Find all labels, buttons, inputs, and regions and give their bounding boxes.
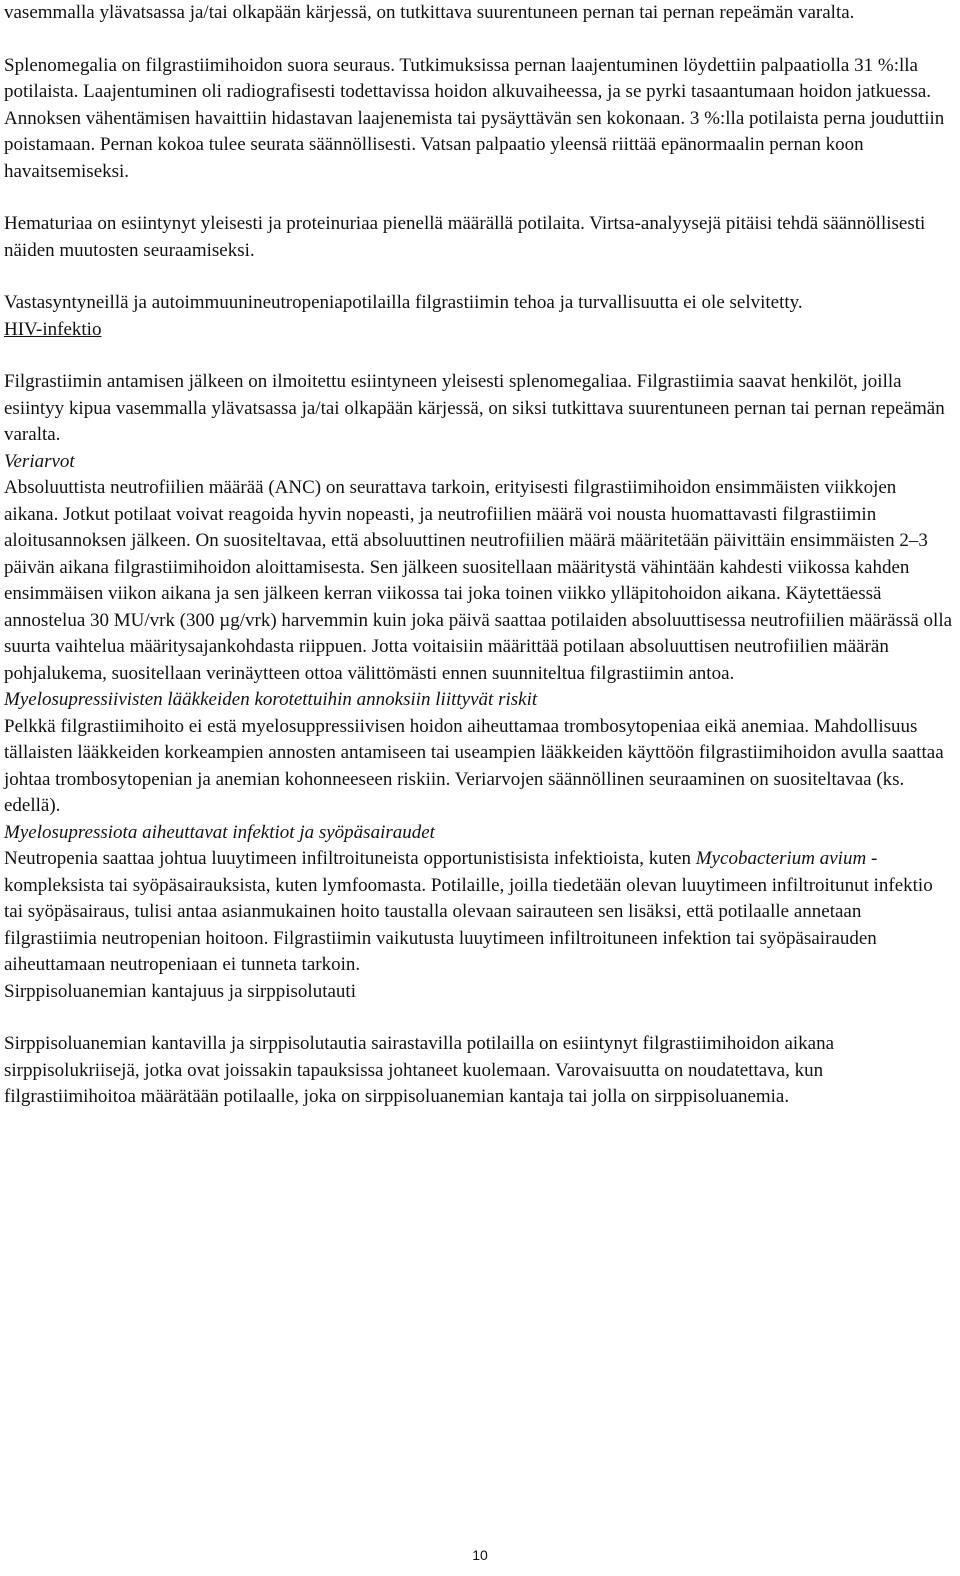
- paragraph-splenomegaly: Splenomegalia on filgrastiimihoidon suora seuraus. Tutkimuksissa pernan laajentuminen löydettiin palpaatiolla 31 %:lla potilaista. Laajentuminen oli radiografisesti todettavissa hoidon alkuvaiheessa, ja se pyrki tasaantumaan hoidon jatkuessa. Annoksen vähentämisen havaittiin hidastavan laajenemista tai pysäyttävän sen kokonaan. 3 %:lla potilaista perna jouduttiin poistamaan. Pernan kokoa tulee seurata säännöllisesti. Vatsan palpaatio yleensä riittää epänormaalin pernan koon havaitsemiseksi.: [4, 54, 945, 182]
- paragraph-spleen-pain: vasemmalla ylävatsassa ja/tai olkapään kärjessä, on tutkittava suurentuneen pernan tai pernan repeämän varalta.: [4, 2, 855, 23]
- paragraph-myelosuppression-infections: [4, 846, 954, 979]
- document-page: [4, 0, 954, 1111]
- heading-myelosuppression-infections: Myelosupressiota aiheuttavat infektiot ja syöpäsairaudet: [4, 821, 435, 843]
- paragraph-sickle-cell: Sirppisoluanemian kantavilla ja sirppisolutautia sairastavilla potilailla on esiintynyt filgrastiimihoidon aikana sirppisolukriisejä, jotka ovat joissakin tapauksissa johtaneet kuolemaan. Varovaisuutta on noudatettava, kun filgrastiimihoitoa määrätään potilaalle, joka on sirppisoluanemian kantaja tai jolla on sirppisoluanemia.: [4, 1033, 835, 1107]
- paragraph-blood-counts: Absoluuttista neutrofiilien määrää (ANC) on seurattava tarkoin, erityisesti filgrastiimihoidon ensimmäisten viikkojen aikana. Jotkut potilaat voivat reagoida hyvin nopeasti, ja neutrofiilien määrä voi nousta huomattavasti filgrastiimin aloitusannoksen jälkeen. On suositeltavaa, että absoluuttinen neutrofiilien määrä määritetään päivittäin ensimmäisten 2–3 päivän aikana filgrastiimihoidon aloittamisesta. Sen jälkeen suositellaan määritystä vähintään kahdesti viikossa kahden ensimmäisen viikon aikana ja sen jälkeen kerran viikossa tai joka toinen viikko ylläpitohoidon aikana. Käytettäessä annostelua 30 MU/vrk (300 µg/vrk) harvemmin kuin joka päivä saattaa potilaiden absoluuttisessa neutrofiilien määrässä olla suurta vaihtelua määritysajankohdasta riippuen. Jotta voitaisiin määrittää potilaan absoluuttisen neutrofiilien määrän pohjalukema, suositellaan verinäytteen ottoa välittömästi ennen suunniteltua filgrastiimin antoa.: [4, 477, 953, 684]
- paragraph-neonates: Vastasyntyneillä ja autoimmuunineutropeniapotilailla filgrastiimin tehoa ja turvallisuutta ei ole selvitetty.: [4, 292, 803, 313]
- heading-sickle-cell: Sirppisoluanemian kantajuus ja sirppisolutauti: [4, 980, 356, 1002]
- heading-blood-counts: Veriarvot: [4, 450, 75, 472]
- infection-text-end: -kompleksista tai syöpäsairauksista, kuten lymfoomasta. Potilaille, joilla tiedetään olevan luuytimeen infiltroitunut infektio tai syöpäsairaus, tulisi antaa asianmukainen hoito taustalla olevaan sairauteen sen lisäksi, että potilaalle annetaan filgrastiimia neutropenian hoitoon. Filgrastiimin vaikutusta luuytimeen infiltroituneen infektion tai syöpäsairauden aiheuttamaan neutropeniaan ei tunneta tarkoin.: [4, 848, 933, 975]
- heading-myelosuppressive-dose-risks: Myelosupressiivisten lääkkeiden korotettuihin annoksiin liittyvät riskit: [4, 689, 538, 710]
- mycobacterium-term: Mycobacterium avium: [695, 848, 867, 869]
- paragraph-hematuria: Hematuriaa on esiintynyt yleisesti ja proteinuriaa pienellä määrällä potilaita. Virtsa-analyysejä pitäisi tehdä säännöllisesti näiden muutosten seuraamiseksi.: [4, 213, 926, 261]
- paragraph-myelosuppressive-dose-risks: Pelkkä filgrastiimihoito ei estä myelosuppressiivisen hoidon aiheuttamaa trombosytopeniaa eikä anemiaa. Mahdollisuus tällaisten lääkkeiden korkeampien annosten antamiseen tai useampien lääkkeiden käyttöön filgrastiimihoidon avulla saattaa johtaa trombosytopenian ja anemian kohonneeseen riskiin. Veriarvojen säännöllinen seuraaminen on suositeltavaa (ks. edellä).: [4, 715, 944, 816]
- infection-text-start: Neutropenia saattaa johtua luuytimeen infiltroituneista opportunistisista infektioista, kuten: [4, 848, 696, 869]
- paragraph-hiv: Filgrastiimin antamisen jälkeen on ilmoitettu esiintyneen yleisesti splenomegaliaa. Filgrastiimia saavat henkilöt, joilla esiintyy kipua vasemmalla ylävatsassa ja/tai olkapään kärjessä, on siksi tutkittava suurentuneen pernan tai pernan repeämän varalta.: [4, 371, 945, 445]
- heading-hiv-infection: HIV-infektio: [4, 318, 102, 340]
- page-number: 10: [472, 1547, 488, 1563]
